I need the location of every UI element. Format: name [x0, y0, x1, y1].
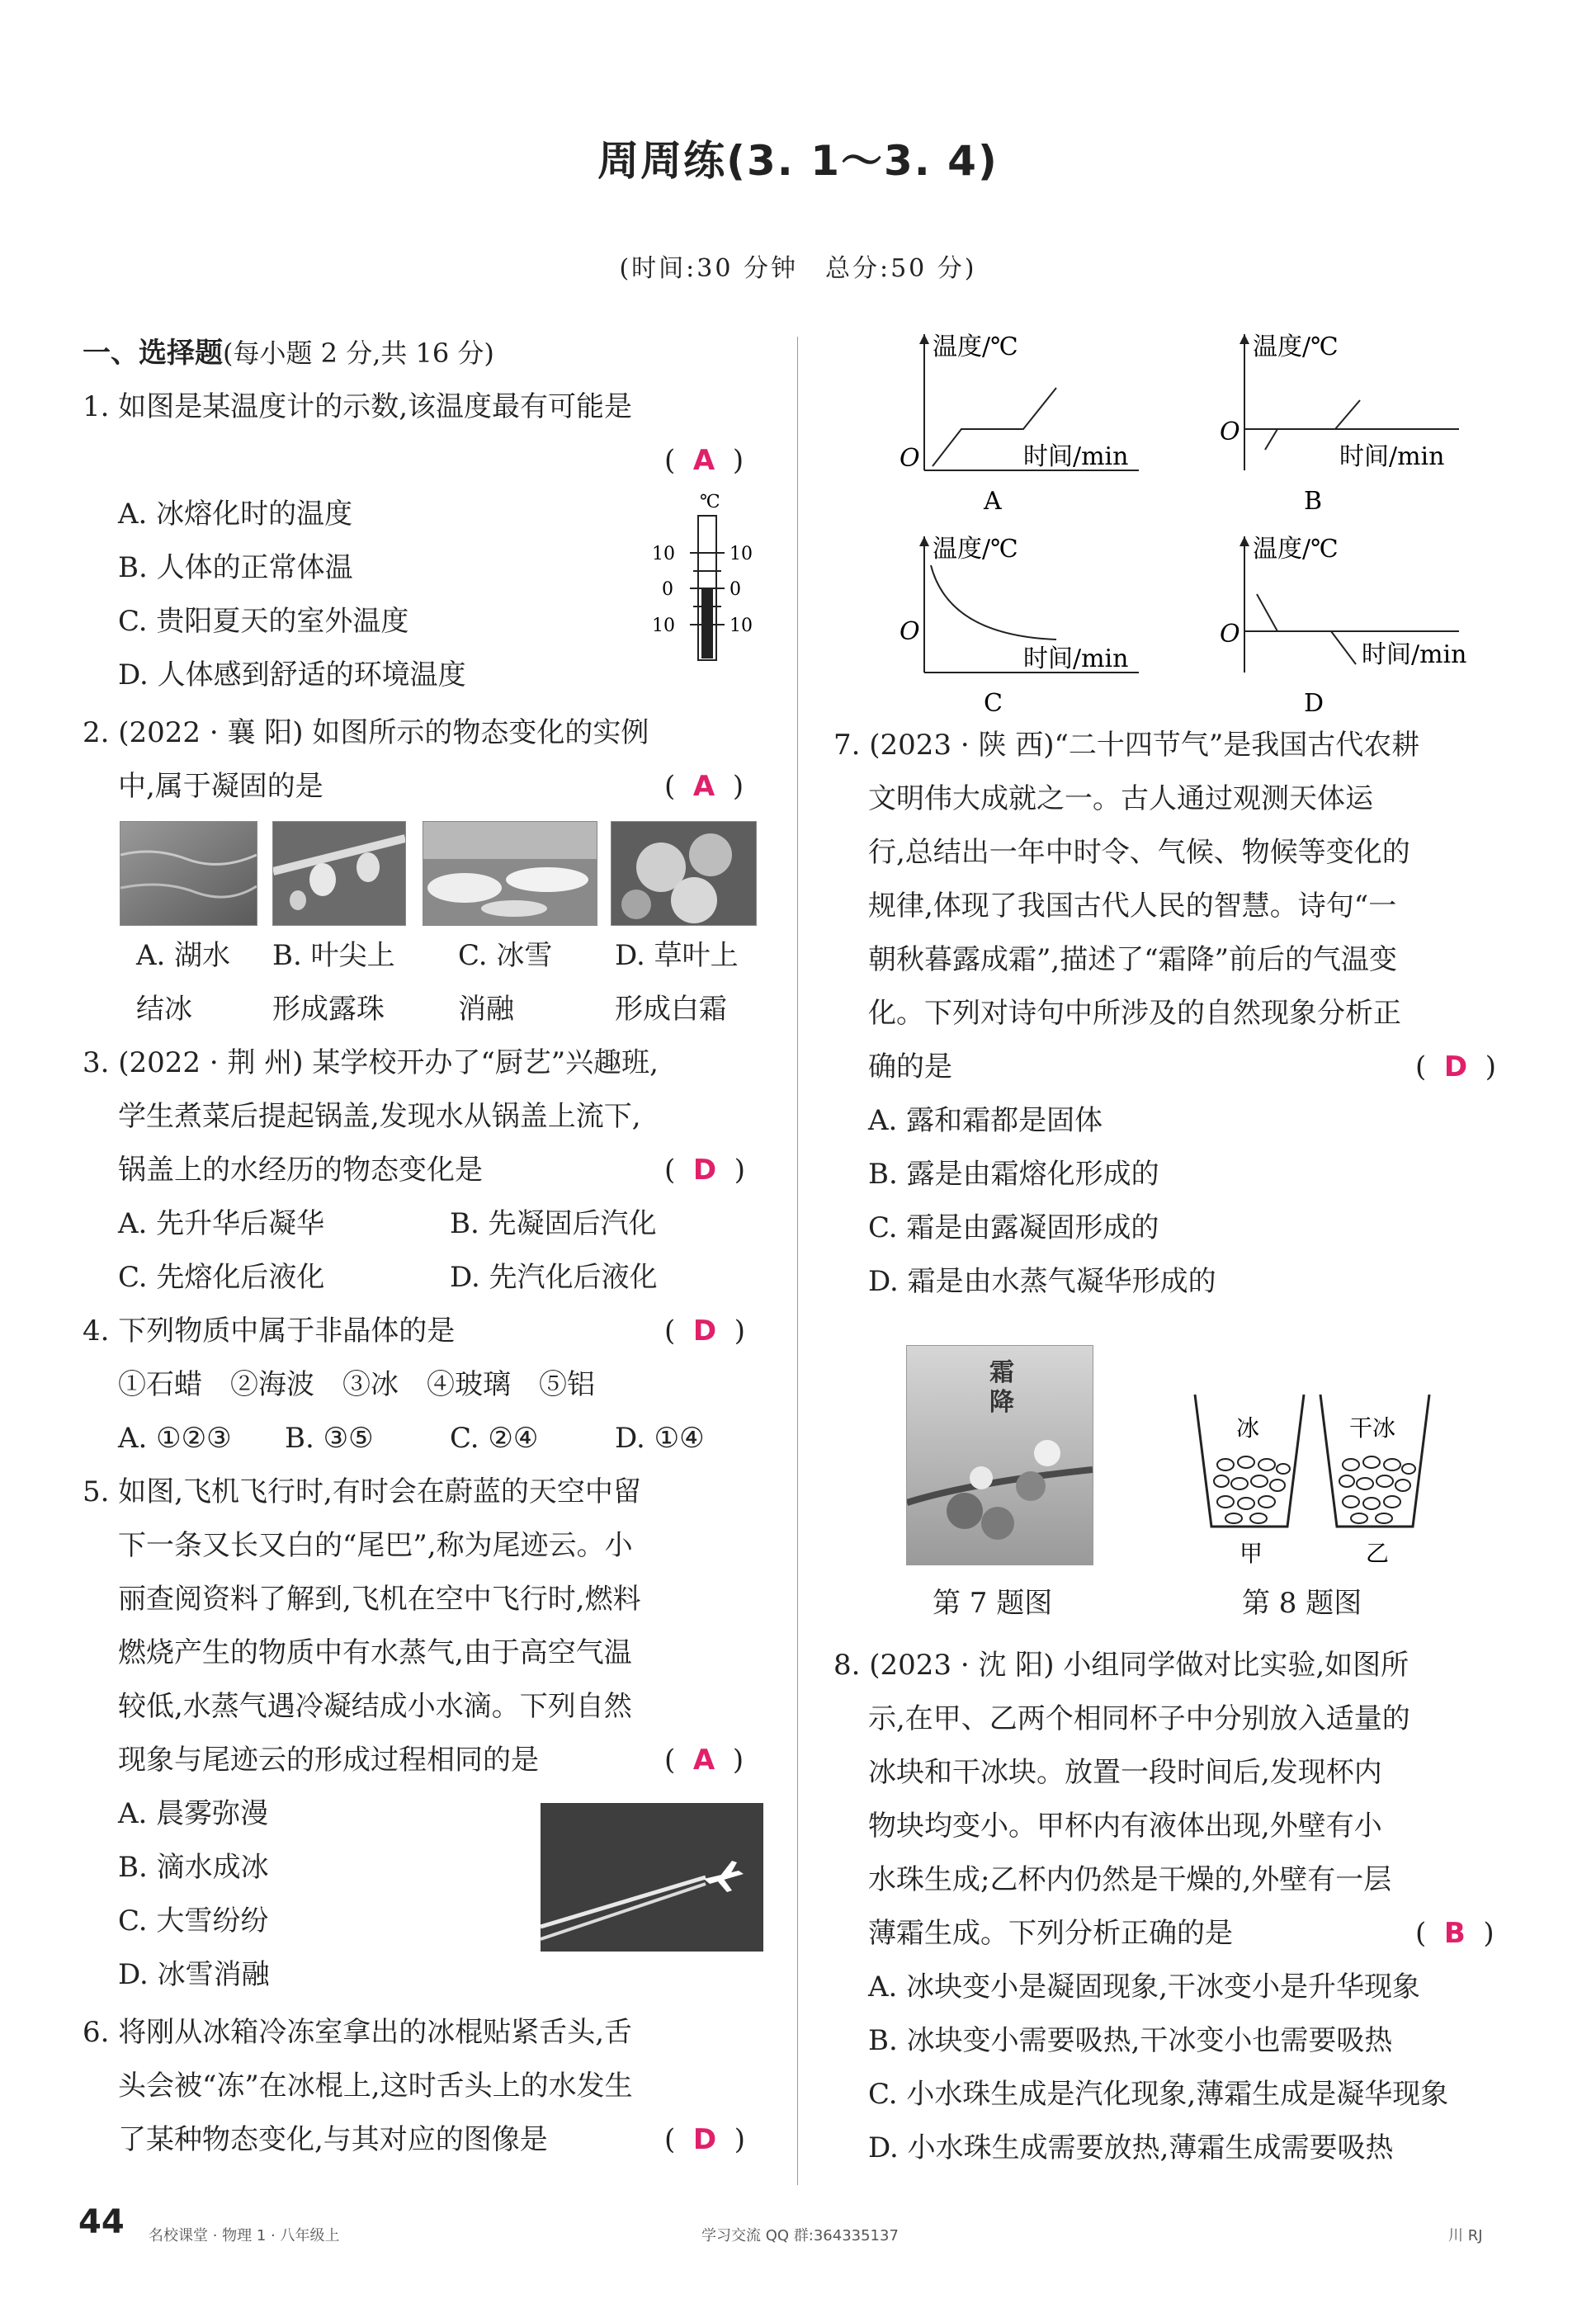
graph-ylabel: 温度/℃ [1253, 535, 1339, 564]
fig7-caption: 第 7 题图 [933, 1587, 1053, 1620]
photo-frost-descent [906, 1345, 1093, 1565]
q7-option-a: A. 露和霜都是固体 [868, 1104, 1103, 1137]
q5-line: 较低,水蒸气遇冷凝结成小水滴。下列自然 [118, 1690, 632, 1723]
photo-dewdrops [272, 821, 406, 926]
graph-c [891, 528, 1188, 718]
q5-answer: ( A ) [664, 1744, 744, 1777]
page-subtitle: (时间:30 分钟 总分:50 分) [619, 254, 977, 283]
graph-xlabel: 时间/min [1339, 442, 1445, 471]
q7-answer: ( D ) [1415, 1050, 1497, 1083]
footer-book: 名校课堂 · 物理 1 · 八年级上 [149, 2227, 340, 2244]
graph-ylabel: 温度/℃ [933, 333, 1018, 361]
q4-answer: ( D ) [664, 1314, 746, 1348]
thermo-unit: ℃ [700, 492, 720, 512]
q1-option-a: A. 冰熔化时的温度 [118, 498, 353, 531]
q6-answer: ( D ) [664, 2123, 746, 2156]
graph-letter: C [984, 689, 1003, 718]
thermo-tick-left: 0 [662, 579, 673, 600]
q2-caption-b2: 形成露珠 [272, 993, 385, 1026]
q5-option-c: C. 大雪纷纷 [118, 1904, 269, 1937]
graph-xlabel: 时间/min [1023, 644, 1129, 673]
q2-caption-a2: 结冰 [136, 993, 192, 1026]
q2-caption-d1: D. 草叶上 [615, 939, 739, 972]
footer-edition: 川 RJ [1448, 2227, 1483, 2244]
cup-label: 冰 [1236, 1414, 1260, 1442]
photo-snow-melt [423, 821, 597, 926]
thermo-tick-right: 0 [730, 579, 741, 600]
q3-option-a: A. 先升华后凝华 [118, 1207, 325, 1240]
thermometer-figure [644, 491, 776, 668]
graph-xlabel: 时间/min [1362, 640, 1467, 669]
q4-option-a: A. ①②③ [118, 1422, 232, 1455]
q7-line: 化。下列对诗句中所涉及的自然现象分析正 [868, 997, 1401, 1030]
q8-line: 物块均变小。甲杯内有液体出现,外壁有小 [868, 1810, 1382, 1843]
q5-line: 5. 如图,飞机飞行时,有时会在蔚蓝的天空中留 [83, 1475, 641, 1508]
q4-option-b: B. ③⑤ [285, 1422, 374, 1455]
thermo-tick-left: 10 [652, 616, 675, 636]
q7-line: 确的是 [868, 1050, 952, 1083]
q7-option-b: B. 露是由霜熔化形成的 [868, 1158, 1159, 1191]
q4-stem: 4. 下列物质中属于非晶体的是 [83, 1314, 456, 1348]
q3-option-b: B. 先凝固后汽化 [450, 1207, 657, 1240]
q4-option-c: C. ②④ [450, 1422, 539, 1455]
q2-stem-line2: 中,属于凝固的是 [118, 770, 323, 803]
q6-line: 头会被“冻”在冰棍上,这时舌头上的水发生 [118, 2070, 633, 2103]
q3-answer: ( D ) [664, 1154, 746, 1187]
graph-origin: O [1220, 418, 1240, 446]
q5-line: 丽查阅资料了解到,飞机在空中飞行时,燃料 [118, 1583, 641, 1616]
q8-option-b: B. 冰块变小需要吸热,干冰变小也需要吸热 [868, 2024, 1393, 2057]
q5-option-d: D. 冰雪消融 [118, 1958, 270, 1991]
q8-option-c: C. 小水珠生成是汽化现象,薄霜生成是凝华现象 [868, 2078, 1449, 2111]
q1-option-c: C. 贵阳夏天的室外温度 [118, 605, 409, 638]
fig8-caption: 第 8 题图 [1242, 1587, 1362, 1620]
q4-option-d: D. ①④ [615, 1422, 705, 1455]
q8-option-a: A. 冰块变小是凝固现象,干冰变小是升华现象 [868, 1971, 1420, 2004]
cup-name: 甲 [1239, 1540, 1263, 1567]
cup-name: 乙 [1366, 1540, 1390, 1567]
graph-letter: A [984, 487, 1002, 516]
graph-a [891, 326, 1188, 516]
photo-contrail-plane [541, 1803, 763, 1952]
page-title: 周周练(3. 1～3. 4) [597, 137, 999, 185]
q8-answer: ( B ) [1415, 1917, 1494, 1950]
q1-option-d: D. 人体感到舒适的环境温度 [118, 658, 466, 691]
frost-branch-drawing [907, 1346, 1093, 1565]
photo-lake-ice [120, 821, 257, 926]
q5-option-a: A. 晨雾弥漫 [118, 1797, 269, 1830]
cups-figure [1188, 1386, 1436, 1572]
q7-line: 规律,体现了我国古代人民的智慧。诗句“一 [868, 890, 1397, 923]
q3-line: 锅盖上的水经历的物态变化是 [118, 1154, 483, 1187]
q2-caption-d2: 形成白霜 [615, 993, 727, 1026]
graph-origin: O [900, 444, 920, 473]
q7-option-c: C. 霜是由露凝固形成的 [868, 1211, 1159, 1244]
graph-origin: O [900, 617, 920, 646]
footer-qq: 学习交流 QQ 群:364335137 [701, 2227, 899, 2244]
q4-items: ①石蜡 ②海波 ③冰 ④玻璃 ⑤铝 [118, 1368, 595, 1401]
q1-stem: 1. 如图是某温度计的示数,该温度最有可能是 [83, 390, 633, 423]
q8-option-d: D. 小水珠生成需要放热,薄霜生成需要吸热 [868, 2131, 1394, 2164]
q7-option-d: D. 霜是由水蒸气凝华形成的 [868, 1265, 1216, 1298]
thermo-tick-left: 10 [652, 544, 675, 564]
q8-line: 8. (2023 · 沈 阳) 小组同学做对比实验,如图所 [833, 1649, 1409, 1682]
q1-answer: ( A ) [664, 444, 744, 477]
q5-line: 下一条又长又白的“尾巴”,称为尾迹云。小 [118, 1529, 633, 1562]
graph-letter: D [1304, 689, 1324, 718]
q2-caption-b1: B. 叶尖上 [272, 939, 395, 972]
column-divider [797, 337, 798, 2185]
graph-origin: O [1220, 620, 1240, 649]
q2-answer: ( A ) [664, 770, 744, 803]
q6-line: 了某种物态变化,与其对应的图像是 [118, 2123, 548, 2156]
q3-line: 学生煮菜后提起锅盖,发现水从锅盖上流下, [118, 1100, 641, 1133]
cup-label: 干冰 [1349, 1414, 1396, 1442]
q5-line: 燃烧产生的物质中有水蒸气,由于高空气温 [118, 1636, 632, 1669]
photo-frost-grass [611, 821, 757, 926]
q3-option-d: D. 先汽化后液化 [450, 1261, 658, 1294]
q3-line: 3. (2022 · 荆 州) 某学校开办了“厨艺”兴趣班, [83, 1046, 659, 1079]
q8-line: 示,在甲、乙两个相同杯子中分别放入适量的 [868, 1702, 1410, 1735]
q8-line: 冰块和干冰块。放置一段时间后,发现杯内 [868, 1756, 1382, 1789]
q7-line: 7. (2023 · 陕 西)“二十四节气”是我国古代农耕 [833, 729, 1420, 762]
graph-letter: B [1304, 487, 1323, 516]
graph-d [1211, 528, 1509, 718]
thermo-tick-right: 10 [730, 544, 753, 564]
q7-line: 朝秋暮露成霜”,描述了“霜降”前后的气温变 [868, 943, 1397, 976]
q2-stem-line1: 2. (2022 · 襄 阳) 如图所示的物态变化的实例 [83, 716, 649, 749]
q5-line: 现象与尾迹云的形成过程相同的是 [118, 1744, 539, 1777]
photo-title-text: 霜降 [989, 1358, 1014, 1417]
q2-caption-c1: C. 冰雪 [458, 939, 553, 972]
graph-b [1211, 326, 1509, 516]
q7-line: 行,总结出一年中时令、气候、物候等变化的 [868, 836, 1410, 869]
q6-line: 6. 将刚从冰箱冷冻室拿出的冰棍贴紧舌头,舌 [83, 2016, 633, 2049]
q5-option-b: B. 滴水成冰 [118, 1851, 269, 1884]
graph-ylabel: 温度/℃ [1253, 333, 1339, 361]
q8-line: 薄霜生成。下列分析正确的是 [868, 1917, 1233, 1950]
q7-line: 文明伟大成就之一。古人通过观测天体运 [868, 782, 1373, 815]
graph-xlabel: 时间/min [1023, 442, 1129, 471]
page-number: 44 [78, 2203, 125, 2241]
q1-option-b: B. 人体的正常体温 [118, 551, 353, 584]
thermo-tick-right: 10 [730, 616, 753, 636]
q2-caption-c2: 消融 [458, 993, 514, 1026]
q8-line: 水珠生成;乙杯内仍然是干燥的,外壁有一层 [868, 1863, 1392, 1896]
q3-option-c: C. 先熔化后液化 [118, 1261, 325, 1294]
section-heading: 一、选择题(每小题 2 分,共 16 分) [83, 337, 494, 370]
q2-caption-a1: A. 湖水 [136, 939, 231, 972]
graph-ylabel: 温度/℃ [933, 535, 1018, 564]
